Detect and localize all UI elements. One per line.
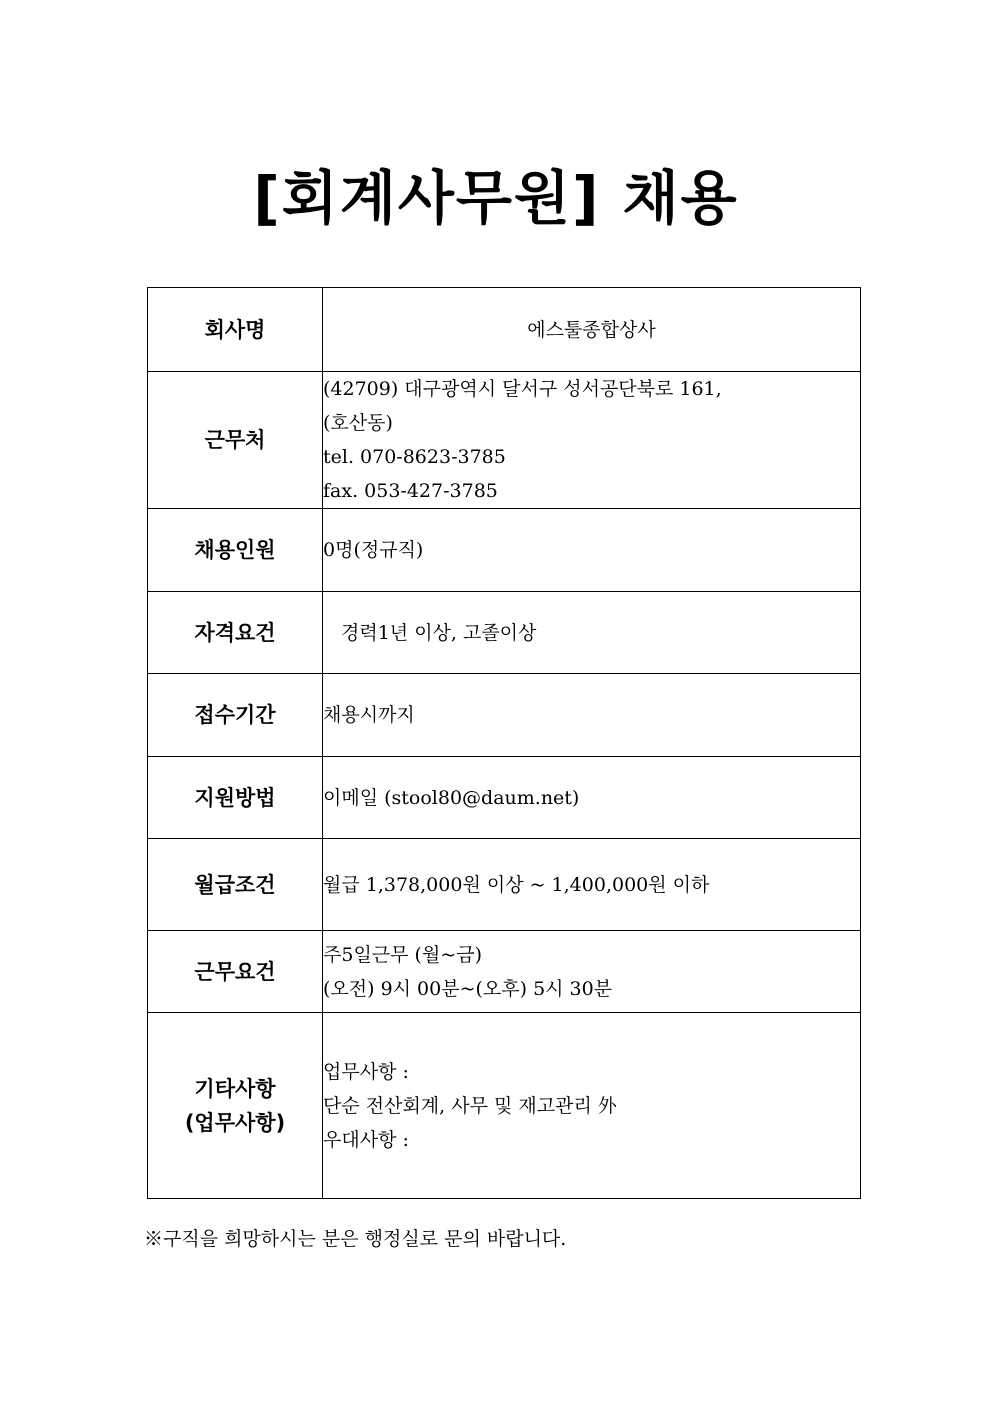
duties-heading: 업무사항 : bbox=[323, 1060, 409, 1083]
table-row-period bbox=[148, 674, 861, 757]
qualification-label: 자격요건 bbox=[148, 592, 323, 674]
headcount-label: 채용인원 bbox=[148, 509, 323, 592]
method-value: 이메일 (stool80@daum.net) bbox=[323, 757, 861, 839]
salary-value: 월급 1,378,000원 이상 ~ 1,400,000원 이하 bbox=[323, 839, 861, 931]
period-label: 접수기간 bbox=[148, 674, 323, 757]
hours-time: (오전) 9시 00분~(오후) 5시 30분 bbox=[323, 977, 613, 1000]
table-row-qualification bbox=[148, 592, 861, 674]
table-row-headcount bbox=[148, 509, 861, 592]
table-row-workplace bbox=[148, 372, 861, 509]
workplace-address: (42709) 대구광역시 달서구 성서공단북로 161, bbox=[323, 378, 722, 400]
table-row-hours bbox=[148, 931, 861, 1013]
salary-label: 월급조건 bbox=[148, 839, 323, 931]
other-label bbox=[148, 1013, 323, 1199]
period-value: 채용시까지 bbox=[323, 674, 861, 757]
workplace-dong: (호산동) bbox=[323, 412, 393, 434]
hours-days: 주5일근무 (월~금) bbox=[323, 943, 482, 966]
hours-label: 근무요건 bbox=[148, 931, 323, 1013]
table-row-other bbox=[148, 1013, 861, 1199]
other-label-line-2: (업무사항) bbox=[184, 1110, 286, 1135]
page-title: [회계사무원] 채용 bbox=[253, 164, 739, 232]
workplace-tel: tel. 070-8623-3785 bbox=[323, 446, 506, 468]
duties-detail: 단순 전산회계, 사무 및 재고관리 外 bbox=[323, 1094, 617, 1117]
headcount-value: 0명(정규직) bbox=[323, 509, 861, 592]
qualification-value: 경력1년 이상, 고졸이상 bbox=[323, 592, 861, 674]
hours-value bbox=[323, 931, 861, 1013]
method-label: 지원방법 bbox=[148, 757, 323, 839]
company-label: 회사명 bbox=[148, 288, 323, 372]
workplace-label: 근무처 bbox=[148, 372, 323, 509]
table-row-method bbox=[148, 757, 861, 839]
table-row-company bbox=[148, 288, 861, 372]
footnote: ※구직을 희망하시는 분은 행정실로 문의 바랍니다. bbox=[144, 1228, 567, 1250]
company-value: 에스툴종합상사 bbox=[323, 288, 861, 372]
table-row-salary bbox=[148, 839, 861, 931]
workplace-fax: fax. 053-427-3785 bbox=[323, 480, 498, 502]
other-value bbox=[323, 1013, 861, 1199]
other-label-line-1: 기타사항 bbox=[194, 1076, 276, 1101]
workplace-value bbox=[323, 372, 861, 509]
job-info-table bbox=[147, 287, 861, 1199]
preferences-heading: 우대사항 : bbox=[323, 1128, 409, 1151]
